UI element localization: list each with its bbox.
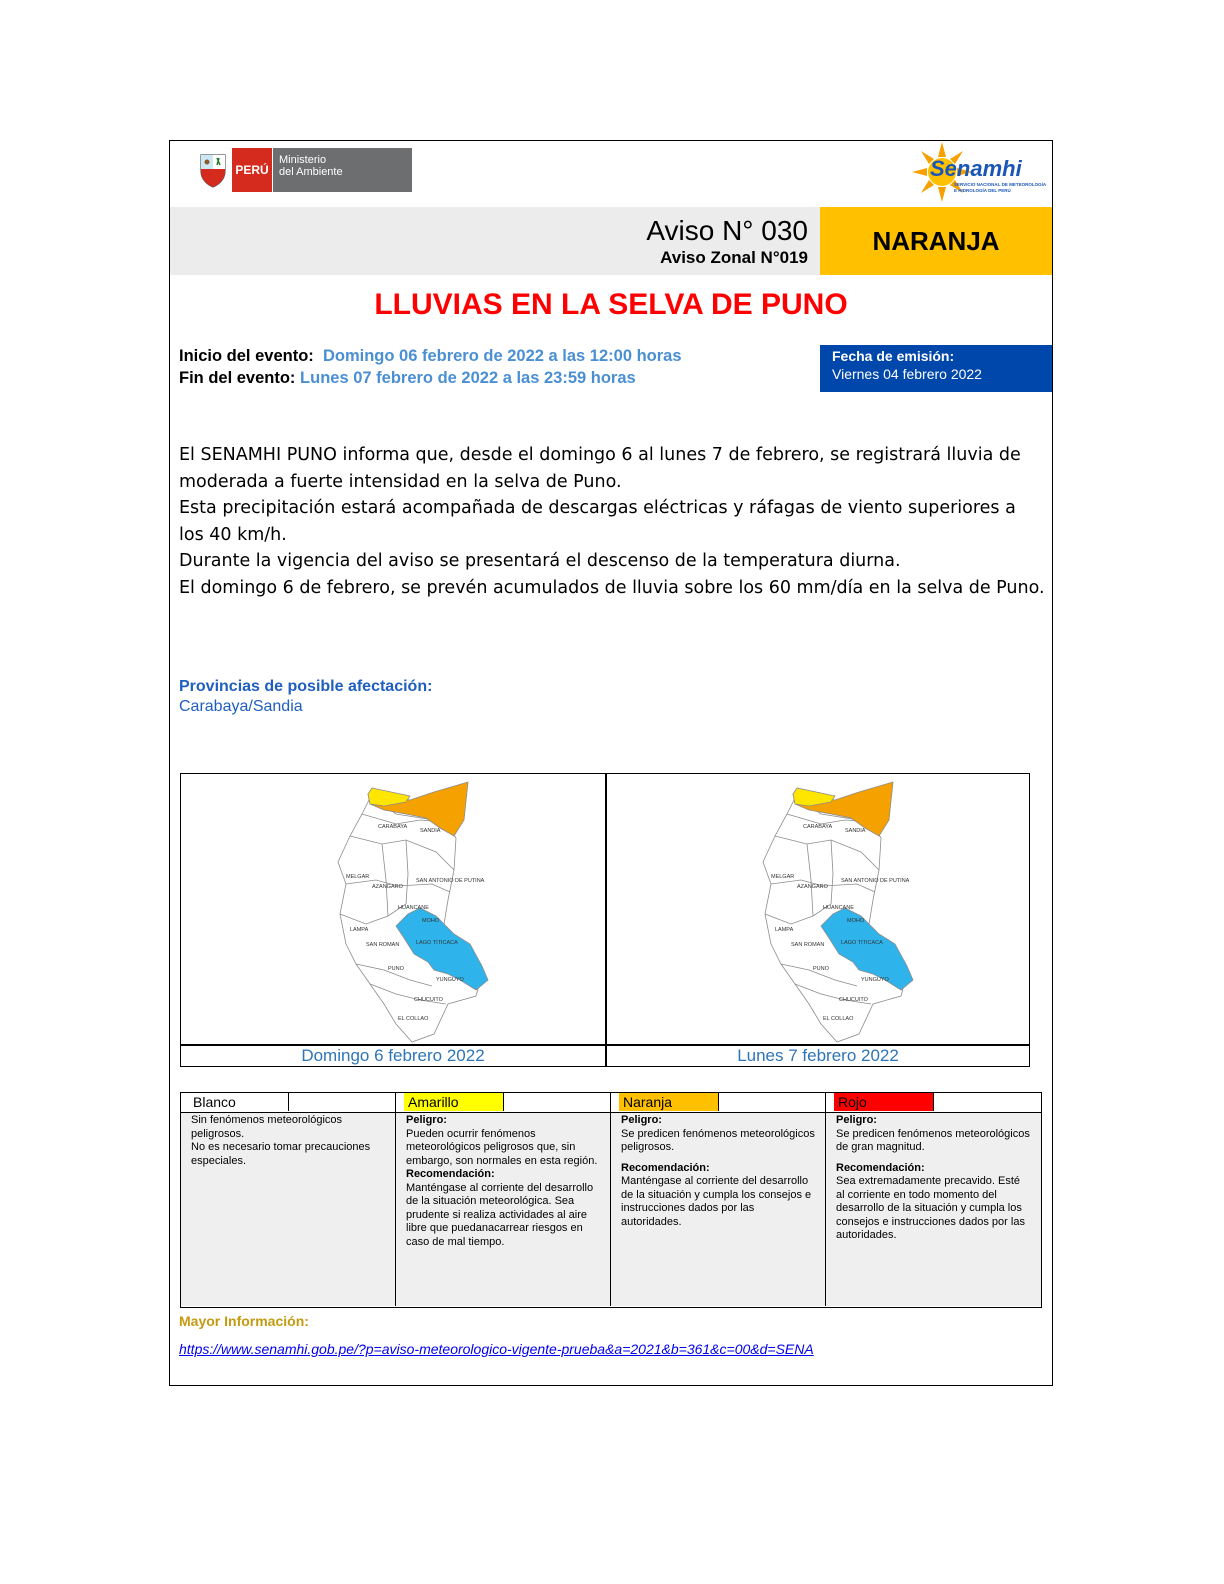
map-label: PUNO (388, 966, 404, 972)
map-label: YUNGUYO (861, 977, 889, 983)
map-label: CARABAYA (378, 824, 408, 830)
map-label: SANDIA (845, 828, 866, 834)
map-label: EL COLLAO (398, 1016, 429, 1022)
map-label: SAN ROMAN (366, 942, 400, 948)
map-label: MELGAR (346, 874, 370, 880)
maps-panel (180, 773, 1030, 1067)
legend-chip-rojo: Rojo (834, 1093, 934, 1111)
map-label: CHUCUITO (839, 997, 868, 1003)
map-label: EL COLLAO (823, 1016, 854, 1022)
legend-rec-label: Recomendación: (406, 1168, 495, 1180)
issue-date-value: Viernes 04 febrero 2022 (832, 366, 982, 382)
map-label: LAGO TITICACA (841, 940, 883, 946)
legend-text: Manténgase al corriente del desarrollo de la situación y cumpla los consejos e instrucciones dados por las autoridades. (621, 1175, 812, 1228)
event-start-label: Inicio del evento: (179, 347, 314, 365)
map-label: PUNO (813, 966, 829, 972)
legend-chip-blanco: Blanco (189, 1093, 289, 1111)
map-caption-2: Lunes 7 febrero 2022 (737, 1046, 899, 1065)
legend-rojo (826, 1093, 1041, 1306)
map-label: LAMPA (350, 927, 369, 933)
provinces-value: Carabaya/Sandia (179, 698, 303, 715)
map-label: SAN ROMAN (791, 942, 825, 948)
legend-body-amarillo (396, 1113, 610, 1306)
aviso-number: Aviso N° 030 (646, 215, 808, 246)
legend-text: Pueden ocurrir fenómenos meteorológicos peligrosos que, sin embargo, son normales en esta región. (406, 1127, 598, 1167)
legend-body-blanco (181, 1113, 395, 1306)
map-label: LAMPA (775, 927, 794, 933)
peru-coat-of-arms-icon (194, 148, 232, 192)
legend-chip-amarillo: Amarillo (404, 1093, 504, 1111)
provinces-heading: Provincias de posible afectación: (179, 678, 433, 695)
legend-text: Manténgase al corriente del desarrollo de la situación meteorológica. Sea prudente si realiza actividades al aire libre que puedanacarrear riesgos en caso de mal tiempo. (406, 1181, 594, 1248)
map-label: MOHO (422, 918, 440, 924)
map-label: HUANCANE (823, 905, 854, 911)
map-label: SAN ANTONIO DE PUTINA (416, 878, 485, 884)
legend-header (181, 1093, 395, 1113)
senamhi-link[interactable]: https://www.senamhi.gob.pe/?p=aviso-meteorologico-vigente-prueba&a=2021&b=361&c=00&d=SENA (179, 1341, 814, 1357)
senamhi-wordmark: Senamhi (930, 156, 1022, 181)
map-day-2 (606, 774, 1030, 1044)
map-label: CHUCUITO (414, 997, 443, 1003)
body-paragraph: El domingo 6 de febrero, se prevén acumulados de lluvia sobre los 60 mm/día en la selva de Puno. (179, 577, 1045, 598)
legend-blanco (181, 1093, 396, 1306)
legend-text: No es necesario tomar precauciones especiales. (191, 1141, 371, 1167)
legend-body-rojo (826, 1113, 1041, 1306)
issue-date-box (820, 345, 1052, 392)
legend-text: Se predicen fenómenos meteorológicos de gran magnitud. (836, 1127, 1030, 1153)
legend-peligro-label: Peligro: (406, 1114, 447, 1126)
event-end (179, 369, 636, 388)
event-start-value: Domingo 06 febrero de 2022 a las 12:00 horas (322, 347, 682, 365)
peru-label: PERÚ (232, 148, 272, 192)
event-end-label: Fin del evento: (179, 369, 296, 387)
legend-rec-label: Recomendación: (621, 1161, 710, 1174)
map-label: YUNGUYO (436, 977, 464, 983)
legend-text: Se predicen fenómenos meteorológicos peligrosos. (621, 1127, 815, 1153)
legend-peligro-label: Peligro: (836, 1114, 877, 1126)
map-divider (605, 774, 607, 1066)
legend-header (826, 1093, 1041, 1113)
ministry-label: Ministerio del Ambiente (272, 148, 412, 192)
alert-level-badge: NARANJA (820, 207, 1052, 275)
map-caption-1: Domingo 6 febrero 2022 (301, 1046, 485, 1065)
alert-legend (180, 1092, 1042, 1308)
legend-peligro-label: Peligro: (621, 1114, 662, 1126)
legend-header (611, 1093, 825, 1113)
aviso-zonal-number: Aviso Zonal N°019 (660, 248, 808, 267)
map-label: AZANGARO (372, 884, 403, 890)
legend-body-naranja (611, 1113, 825, 1306)
puno-map-svg (606, 774, 1030, 1044)
senamhi-subtitle: SERVICIO NACIONAL DE METEOROLOGÍA E HIDROLOGÍA DEL PERÚ (954, 182, 1046, 193)
map-label: SANDIA (420, 828, 441, 834)
map-label: MOHO (847, 918, 865, 924)
bulletin-body (179, 442, 1045, 601)
page-title: LLUVIAS EN LA SELVA DE PUNO (374, 288, 848, 321)
map-label: CARABAYA (803, 824, 833, 830)
peru-ministerio-logo (194, 148, 412, 192)
legend-naranja (611, 1093, 826, 1306)
map-label: LAGO TITICACA (416, 940, 458, 946)
body-paragraph: El SENAMHI PUNO informa que, desde el domingo 6 al lunes 7 de febrero, se registrará lluvia de moderada a fuerte intensidad en la selva de Puno. (179, 445, 1021, 492)
legend-rec-label: Recomendación: (836, 1161, 925, 1174)
map-label: HUANCANE (398, 905, 429, 911)
puno-map-svg (181, 774, 605, 1044)
legend-chip-naranja: Naranja (619, 1093, 719, 1111)
body-paragraph: Durante la vigencia del aviso se presentará el descenso de la temperatura diurna. (179, 551, 901, 571)
legend-header (396, 1093, 610, 1113)
senamhi-logo (908, 142, 1048, 208)
map-label: SAN ANTONIO DE PUTINA (841, 878, 910, 884)
event-end-value: Lunes 07 febrero de 2022 a las 23:59 horas (300, 369, 636, 387)
legend-text: Sea extremadamente precavido. Esté al corriente en todo momento del desarrollo de la situación y cumpla los consejos e instrucciones dados por las autoridades. (836, 1175, 1025, 1241)
legend-text: Sin fenómenos meteorológicos peligrosos. (191, 1114, 343, 1140)
event-start (179, 347, 682, 366)
map-label: AZANGARO (797, 884, 828, 890)
more-info-heading: Mayor Información: (179, 1313, 309, 1329)
body-paragraph: Esta precipitación estará acompañada de descargas eléctricas y ráfagas de viento superiores a los 40 km/h. (179, 498, 1016, 545)
map-label: MELGAR (771, 874, 795, 880)
issue-date-label: Fecha de emisión: (832, 348, 955, 364)
legend-amarillo (396, 1093, 611, 1306)
map-day-1 (181, 774, 605, 1044)
